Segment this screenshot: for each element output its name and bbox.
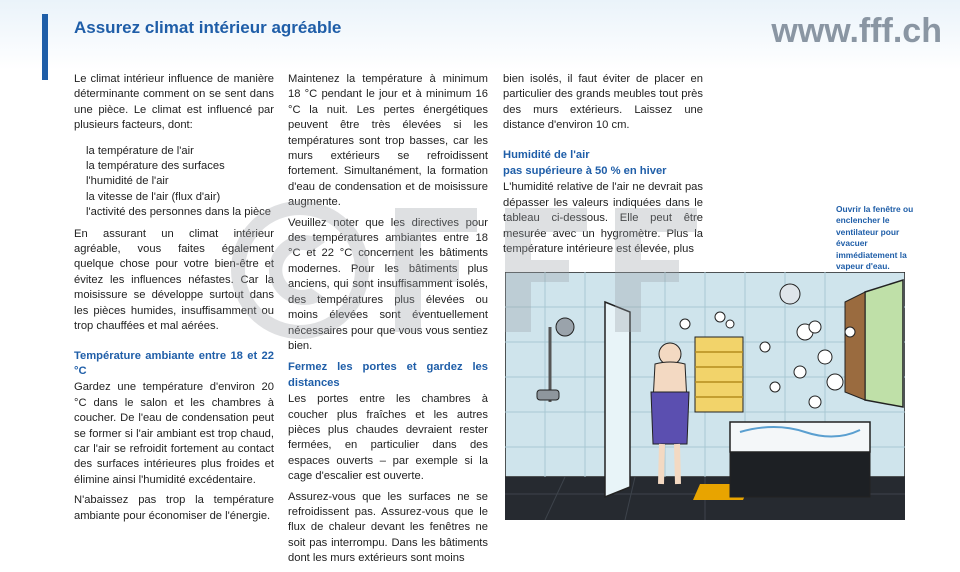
text-column-1: [74, 72, 274, 529]
bathtub-base: [730, 452, 870, 497]
list-item: l'activité des personnes dans la pièce: [86, 206, 271, 219]
shower-mixer: [537, 390, 559, 400]
ceiling-fan-icon: [780, 284, 800, 304]
modern-buildings-paragraph: Veuillez noter que les directives pour des températures ambiantes entre 18 °C et 22 °C concernent les bâtiments modernes. Pour les bâtiments plus anciens, qui sont insuffisamment isolés, des températures plus élevées ou moins élevées sont éventuellement nécessaires pour que vous vous sentiez bien.: [288, 216, 488, 352]
section-heading-temperature: Température ambiante entre 18 et 22 °C: [74, 349, 274, 377]
ventilation-callout: Ouvrir la fenêtre ou enclencher le ventilateur pour évacuer immédiatement la vapeur d'eau.: [836, 204, 914, 272]
doors-paragraph: Les portes entre les chambres à coucher plus fraîches et les autres pièces plus chaudes devraient rester fermées, en particulier dans des espaces ouverts – par exemple si la cage d'escalier est ouverte.: [288, 393, 488, 483]
title-accent-bar: [42, 14, 48, 80]
furniture-paragraph: bien isolés, il faut éviter de placer en particulier des grands meubles tout près des murs extérieurs. Laissez une distance d'environ 10 cm.: [503, 73, 703, 132]
section-heading-doors: Fermez les portes et gardez les distances: [288, 361, 488, 389]
section-subheading-humidity: pas supérieure à 50 % en hiver: [503, 165, 667, 178]
climate-factors-list: [86, 144, 274, 221]
towel-radiator: [695, 337, 743, 412]
intro-paragraph: Le climat intérieur influence de manière déterminante comment on se sent dans une pièce. Le climat est influencé par plusieurs facteurs, dont:: [74, 73, 274, 132]
shower-glass: [605, 302, 630, 497]
surfaces-paragraph: Assurez-vous que les surfaces ne se refroidissent pas. Assurez-vous que le flux de chaleur devant les fenêtres ne soit pas interrompu. Dans les bâtiments dont les murs extérieurs sont moins: [288, 490, 488, 565]
brand-url[interactable]: www.fff.ch: [771, 12, 942, 50]
open-window: [865, 280, 903, 407]
temperature-paragraph: Gardez une température d'environ 20 °C dans le salon et les chambres à coucher. De l'eau de condensation peut se former si l'air ambiant est trop chaud, car l'air se refroidit fortement au contact des surfaces intérieures plus froides et élimine ainsi l'humidité excédentaire.: [74, 381, 274, 486]
window-sash: [845, 292, 865, 400]
wellbeing-paragraph: En assurant un climat intérieur agréable, vous faites également quelque chose pour votre bien-être et évitez les influences néfastes. Car la moisissure se développe surtout dans les pièces humides, insuffisamment ou trop chauffées et mal aérées.: [74, 227, 274, 333]
person-towel: [651, 392, 689, 444]
list-item: la température des surfaces: [86, 160, 225, 173]
min-temperature-paragraph: Maintenez la température à minimum 18 °C pendant le jour et à minimum 16 °C la nuit. Les pertes énergétiques peuvent être très élevées si les températures sont trop basses, car les murs extérieurs se refroidissent fortement. Simultanément, la formation d'eau de condensation et de moisissure augmente.: [288, 73, 488, 209]
text-column-3: [503, 72, 703, 262]
section-heading-humidity: Humidité de l'air: [503, 148, 590, 161]
bathroom-illustration: [505, 272, 905, 520]
humidity-paragraph: L'humidité relative de l'air ne devrait pas dépasser les valeurs indiquées dans le tableau ci-dessous. Elle peut être mesurée avec un hygromètre. Plus la température intérieure est élevée, plus: [503, 181, 703, 256]
list-item: l'humidité de l'air: [86, 175, 169, 188]
bathtub: [730, 422, 870, 452]
text-column-2: [288, 72, 488, 572]
list-item: la température de l'air: [86, 144, 194, 157]
energy-paragraph: N'abaissez pas trop la température ambiante pour économiser de l'énergie.: [74, 494, 274, 522]
shower-head-icon: [556, 318, 574, 336]
list-item: la vitesse de l'air (flux d'air): [86, 190, 221, 203]
page-title: Assurez climat intérieur agréable: [74, 18, 342, 37]
